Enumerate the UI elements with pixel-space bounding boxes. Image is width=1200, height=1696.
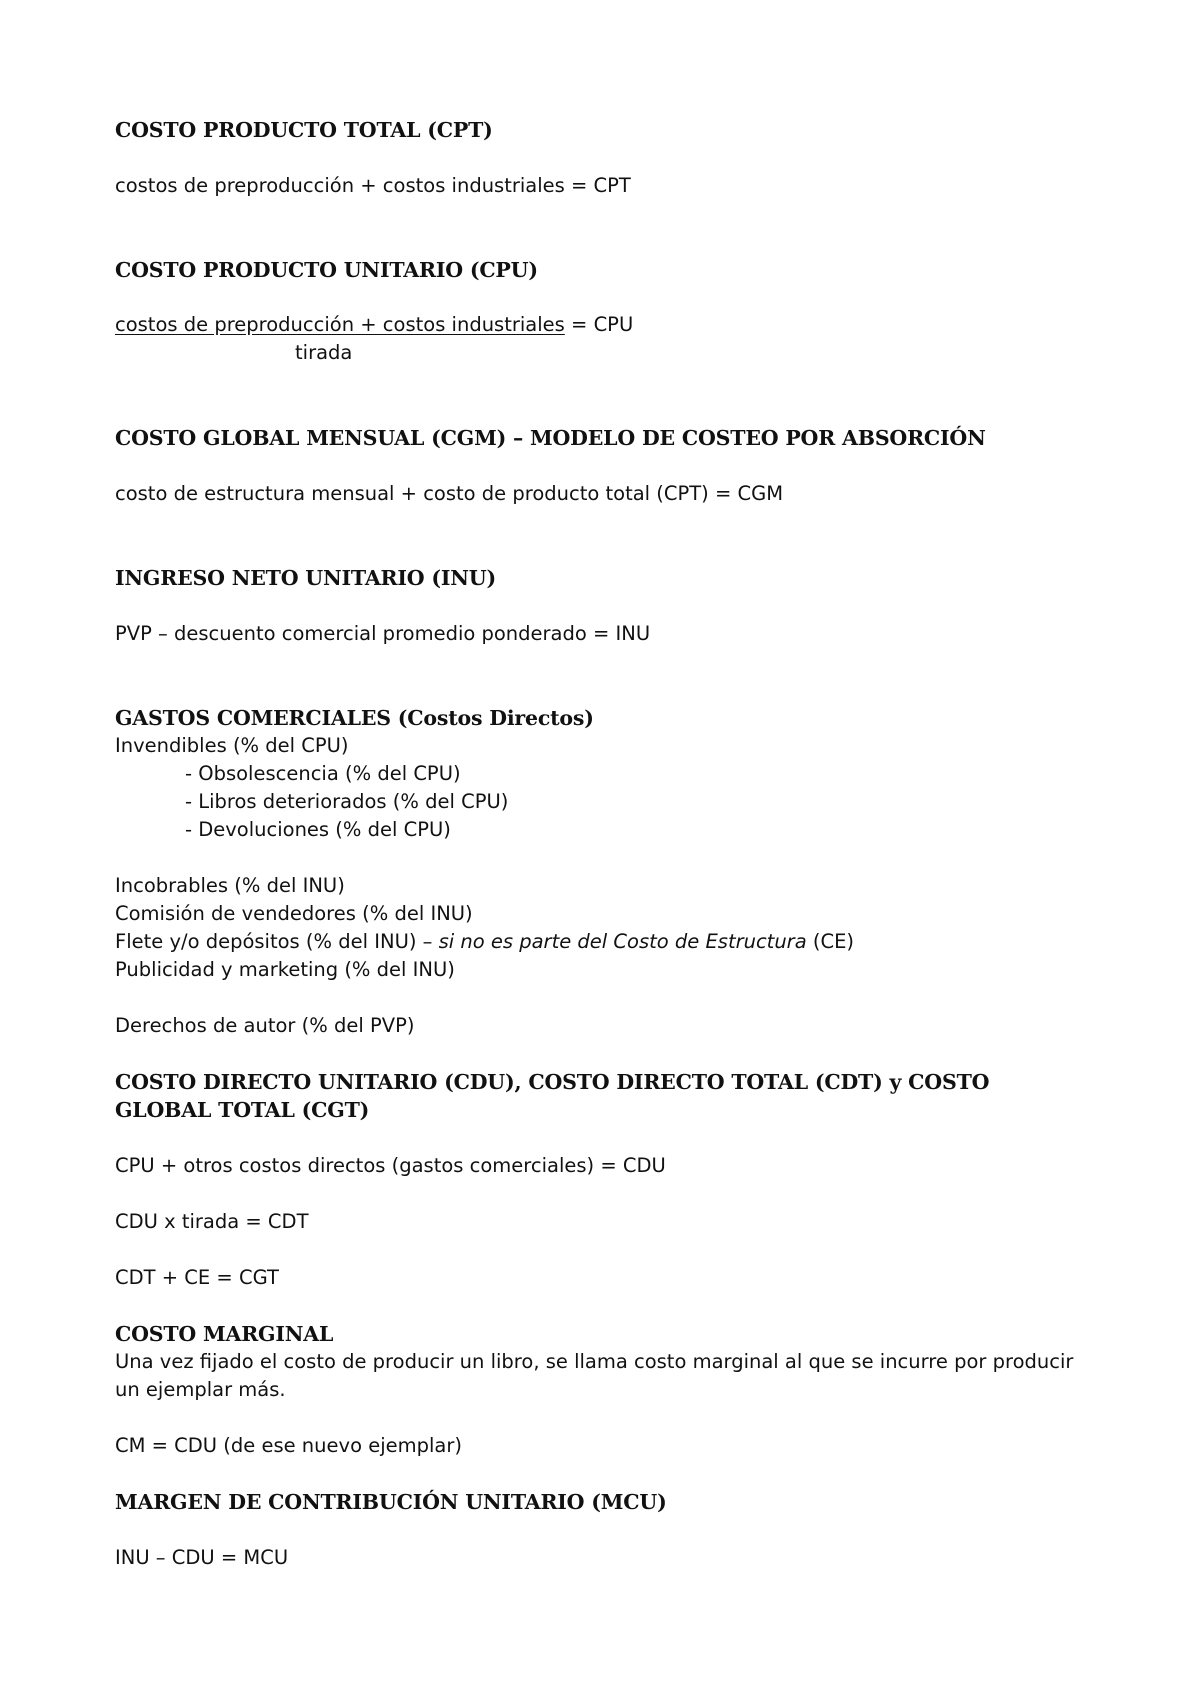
formula-cpu-numerator: costos de preproducción + costos industriales	[115, 313, 565, 336]
heading-cpt: COSTO PRODUCTO TOTAL (CPT)	[115, 118, 493, 142]
heading-cpu: COSTO PRODUCTO UNITARIO (CPU)	[115, 258, 538, 282]
formula-cdt: CDU x tirada = CDT	[115, 1210, 309, 1233]
sub-item-libros-deteriorados: - Libros deteriorados (% del CPU)	[185, 790, 509, 813]
formula-mcu: INU – CDU = MCU	[115, 1546, 289, 1569]
item-incobrables: Incobrables (% del INU)	[115, 874, 345, 897]
formula-inu: PVP – descuento comercial promedio ponderado = INU	[115, 622, 651, 645]
heading-costo-marginal: COSTO MARGINAL	[115, 1322, 334, 1346]
item-flete-suffix: (CE)	[806, 930, 855, 953]
marginal-text-line2: un ejemplar más.	[115, 1378, 286, 1401]
marginal-text-line1: Una vez fijado el costo de producir un libro, se llama costo marginal al que se incurre por producir	[115, 1350, 1074, 1373]
formula-cpu-denominator: tirada	[295, 341, 353, 364]
formula-cgt: CDT + CE = CGT	[115, 1266, 279, 1289]
sub-item-devoluciones: - Devoluciones (% del CPU)	[185, 818, 451, 841]
item-flete	[115, 928, 854, 956]
sub-item-obsolescencia: - Obsolescencia (% del CPU)	[185, 762, 461, 785]
item-publicidad: Publicidad y marketing (% del INU)	[115, 958, 455, 981]
formula-cdu: CPU + otros costos directos (gastos comerciales) = CDU	[115, 1154, 666, 1177]
item-flete-prefix: Flete y/o depósitos (% del INU) –	[115, 930, 439, 953]
item-comision: Comisión de vendedores (% del INU)	[115, 902, 473, 925]
item-derechos-autor: Derechos de autor (% del PVP)	[115, 1014, 415, 1037]
heading-inu: INGRESO NETO UNITARIO (INU)	[115, 566, 496, 590]
heading-mcu: MARGEN DE CONTRIBUCIÓN UNITARIO (MCU)	[115, 1490, 667, 1514]
item-flete-note: si no es parte del Costo de Estructura	[438, 930, 807, 953]
heading-cdu-line1: COSTO DIRECTO UNITARIO (CDU), COSTO DIRECTO TOTAL (CDT) y COSTO	[115, 1070, 990, 1094]
heading-cdu-line2: GLOBAL TOTAL (CGT)	[115, 1098, 370, 1122]
formula-cm: CM = CDU (de ese nuevo ejemplar)	[115, 1434, 462, 1457]
formula-cpu-result: = CPU	[564, 313, 634, 336]
formula-cpt: costos de preproducción + costos industriales = CPT	[115, 174, 631, 197]
item-invendibles: Invendibles (% del CPU)	[115, 734, 349, 757]
formula-cgm: costo de estructura mensual + costo de producto total (CPT) = CGM	[115, 482, 784, 505]
heading-gastos-comerciales: GASTOS COMERCIALES (Costos Directos)	[115, 706, 594, 730]
formula-cpu	[115, 311, 633, 339]
heading-cgm: COSTO GLOBAL MENSUAL (CGM) – MODELO DE COSTEO POR ABSORCIÓN	[115, 426, 986, 450]
